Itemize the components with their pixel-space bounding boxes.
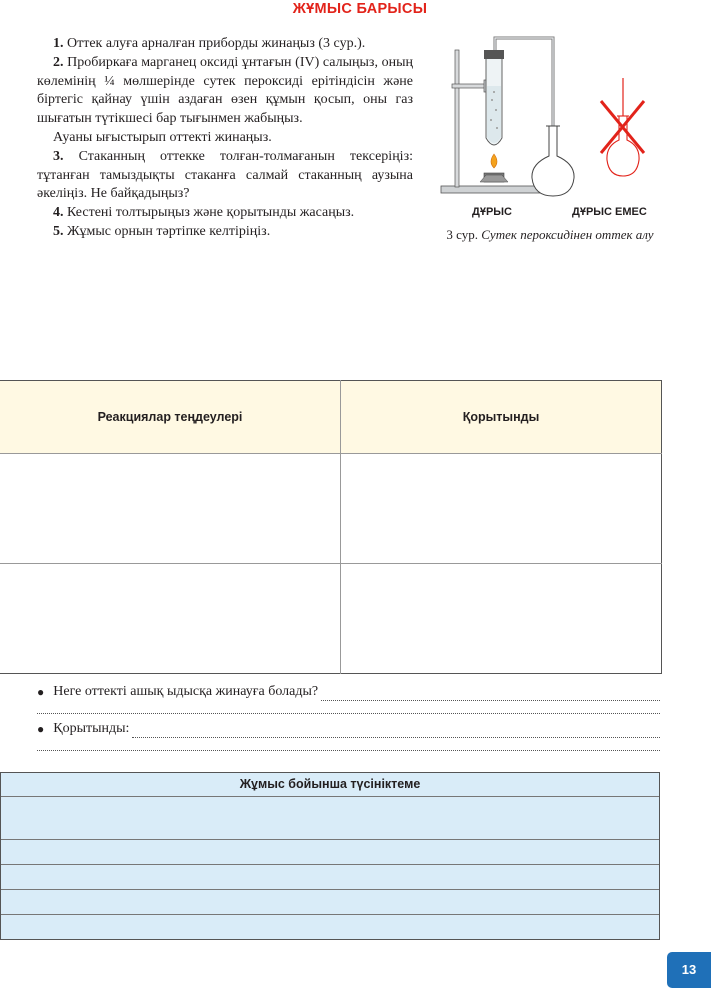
procedure-steps xyxy=(37,35,413,242)
step-1: 1. Оттек алуға арналған приборды жинаңыз (3 сур.). xyxy=(53,36,366,51)
answer-line[interactable] xyxy=(132,724,660,738)
table-row xyxy=(0,564,662,674)
table-cell[interactable] xyxy=(341,454,662,564)
question-1: ● Неге оттекті ашық ыдысқа жинауға болады? xyxy=(37,683,660,701)
header-conclusion: Қорытынды xyxy=(341,381,662,454)
step-4: 4. Кестені толтырыңыз және қорытынды жасаңыз. xyxy=(53,205,355,221)
notes-line xyxy=(1,914,659,915)
oxygen-apparatus-illustration xyxy=(436,28,666,258)
notes-line xyxy=(1,889,659,890)
label-correct: ДҰРЫС xyxy=(472,206,513,218)
step-5: 5. Жұмыс орнын тәртіпке келтіріңіз. xyxy=(53,223,271,239)
notes-box xyxy=(0,772,660,940)
answer-line[interactable] xyxy=(321,687,660,701)
table-cell[interactable] xyxy=(0,454,341,564)
bullet-icon: ● xyxy=(37,722,45,736)
table-row xyxy=(0,454,662,564)
table-cell[interactable] xyxy=(341,564,662,674)
step-3: 3. Стаканның оттекке толған-толмағанын тексеріңіз: тұтанған тамыздықты стаканға салмай стаканның аузына әкеліңіз. Не байқадыңыз? xyxy=(37,148,413,202)
section-heading: ЖҰМЫС БАРЫСЫ xyxy=(292,1,428,17)
results-table xyxy=(0,380,662,674)
notes-line xyxy=(1,839,659,840)
bullet-icon: ● xyxy=(37,685,45,699)
header-equations: Реакциялар теңдеулері xyxy=(0,381,341,454)
table-header-row xyxy=(0,381,662,454)
answer-line[interactable] xyxy=(37,713,660,714)
notes-line xyxy=(1,864,659,865)
apparatus-figure xyxy=(436,28,666,258)
page-number: 13 xyxy=(667,952,711,988)
notes-title: Жұмыс бойынша түсініктеме xyxy=(239,777,421,791)
label-incorrect: ДҰРЫС ЕМЕС xyxy=(572,206,647,218)
step-2-continued: Ауаны ығыстырып оттекті жинаңыз. xyxy=(53,129,272,145)
question-2: ● Қорытынды: xyxy=(37,720,660,738)
step-2: 2. Пробиркаға марганец оксиді ұнтағын (IV) салыңыз, оның көлемінің ¼ мөлшерінде сутек пероксиді ерітіндісін және біртегіс қайнау үшін аздаған өзен құмын қосып, оны газ шығатын түтікшесі бар тығынмен жабыңыз. xyxy=(37,54,413,127)
table-cell[interactable] xyxy=(0,564,341,674)
figure-caption: 3 сур. Сутек пероксидінен оттек алу xyxy=(446,227,654,242)
answer-line[interactable] xyxy=(37,750,660,751)
notes-line xyxy=(1,796,659,797)
